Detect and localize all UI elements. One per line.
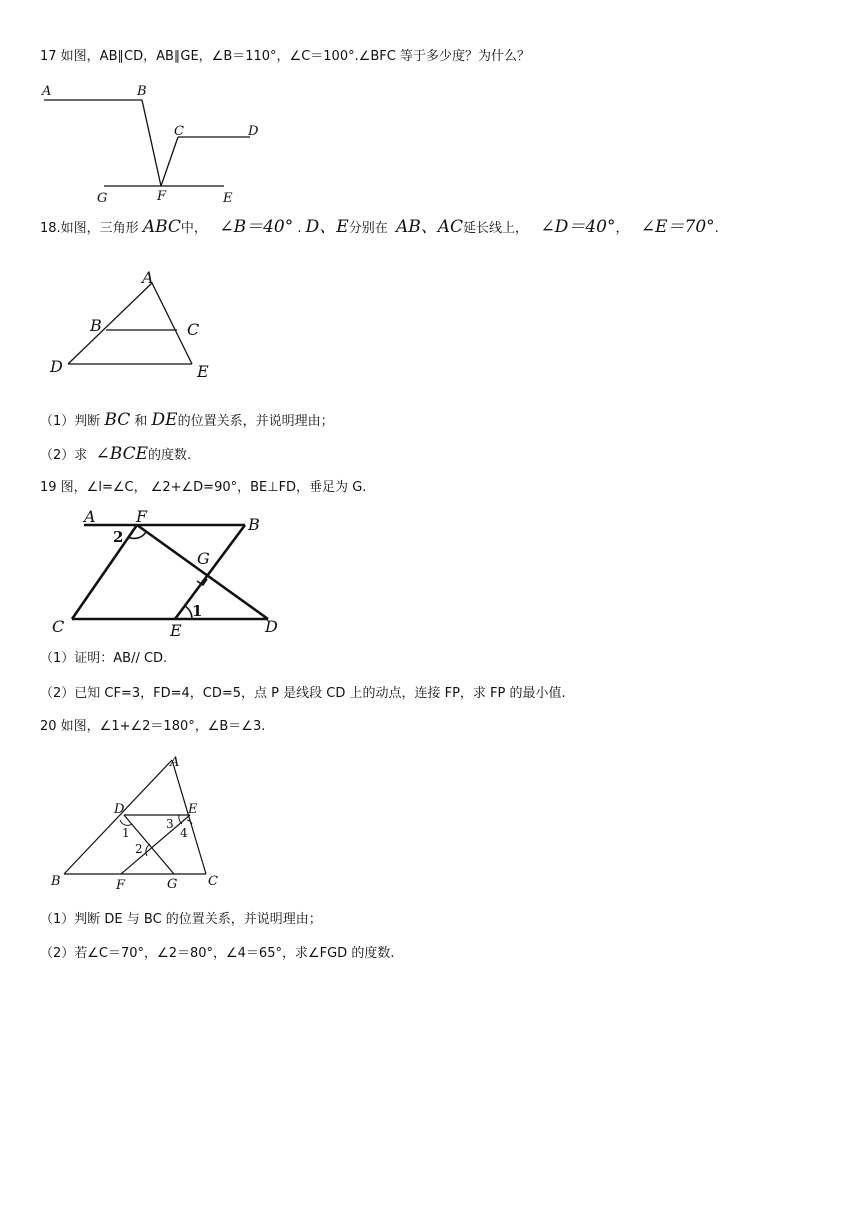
q18-label-b: B [90, 316, 102, 335]
q19-angle-1-label: 1 [192, 602, 203, 620]
q19-label-g: G [197, 549, 210, 568]
q18-sub2-prefix: （2）求 [40, 448, 88, 463]
q18-end: . [714, 221, 719, 236]
q18-comma: ， [615, 221, 629, 236]
q18-dot: . [297, 221, 302, 236]
q20-label-d: D [114, 802, 125, 817]
q18-label-a: A [142, 268, 154, 287]
q19-label-f: F [136, 507, 148, 526]
q18-label-c: C [187, 320, 200, 339]
q18-angle-e: ∠E＝70° [640, 217, 715, 237]
q18-sub1 [40, 410, 334, 432]
q18-sub1-prefix: （1）判断 [40, 414, 101, 429]
q19-label-d: D [265, 617, 278, 636]
q18-label-e: E [197, 362, 209, 381]
q19-label-a: A [84, 507, 96, 526]
q20-label-c: C [208, 874, 218, 889]
q17-label-d: D [248, 124, 259, 139]
q18-triangle-name: ABC [142, 217, 181, 237]
q19-label-c: C [52, 617, 65, 636]
q18-text [40, 217, 719, 239]
q17-label-b: B [137, 84, 147, 99]
q18-sub1-he: 和 [134, 414, 148, 429]
q18-abac: AB、AC [395, 217, 464, 237]
q20-sub2: （2）若∠C＝70°，∠2＝80°，∠4＝65°，求∠FGD 的度数. [40, 946, 395, 961]
q17-figure [40, 80, 280, 205]
q18-zhong: 中， [180, 221, 207, 236]
q18-sub1-de: DE [151, 410, 178, 430]
q20-label-b: B [51, 874, 61, 889]
q19-sub2: （2）已知 CF=3，FD=4，CD=5，点 P 是线段 CD 上的动点，连接 FP，求 FP 的最小值. [40, 686, 566, 701]
q18-fenbie: 分别在 [348, 221, 388, 236]
q17-text: 17 如图，AB∥CD，AB∥GE，∠B＝110°，∠C＝100°.∠BFC 等于多少度？为什么？ [40, 49, 530, 64]
q17-label-f: F [157, 189, 167, 204]
q18-sub2 [40, 444, 191, 466]
q17-label-c: C [174, 124, 184, 139]
q19-label-b: B [248, 515, 260, 534]
q18-label-d: D [50, 357, 63, 376]
q17-label-g: G [97, 191, 108, 206]
q18-figure [40, 265, 230, 385]
q18-angle-b: ∠B＝40° [219, 217, 294, 237]
q20-label-e: E [188, 802, 198, 817]
q18-yanchang: 延长线上， [463, 221, 529, 236]
q20-label-f: F [116, 878, 126, 893]
q18-prefix: 18.如图，三角形 [40, 221, 139, 236]
q20-angle-3-label: 3 [166, 817, 174, 831]
q20-sub1: （1）判断 DE 与 BC 的位置关系，并说明理由； [40, 912, 322, 927]
q18-angle-d: ∠D＝40° [540, 217, 616, 237]
q18-sub1-suffix: 的位置关系，并说明理由； [177, 414, 334, 429]
q19-label-e: E [170, 621, 182, 640]
q18-sub1-bc: BC [104, 410, 131, 430]
q19-sub1: （1）证明：AB// CD. [40, 651, 168, 666]
q17-label-a: A [42, 84, 52, 99]
q20-angle-4-label: 4 [180, 826, 188, 840]
q18-de: D、E [305, 217, 349, 237]
q20-angle-2-label: 2 [135, 842, 143, 856]
q19-angle-2-label: 2 [113, 528, 124, 546]
q18-sub2-suffix: 的度数. [148, 448, 192, 463]
q20-text: 20 如图，∠1+∠2＝180°，∠B＝∠3. [40, 719, 266, 734]
q19-text: 19 图，∠l=∠C， ∠2+∠D=90°，BE⊥FD，垂足为 G. [40, 480, 367, 495]
q20-label-g: G [167, 877, 178, 892]
q19-figure [40, 505, 290, 640]
q20-angle-1-label: 1 [122, 826, 130, 840]
q20-figure [40, 748, 240, 898]
q17-label-e: E [223, 191, 233, 206]
q18-sub2-angle: ∠BCE [95, 444, 149, 464]
q20-label-a: A [170, 755, 180, 770]
